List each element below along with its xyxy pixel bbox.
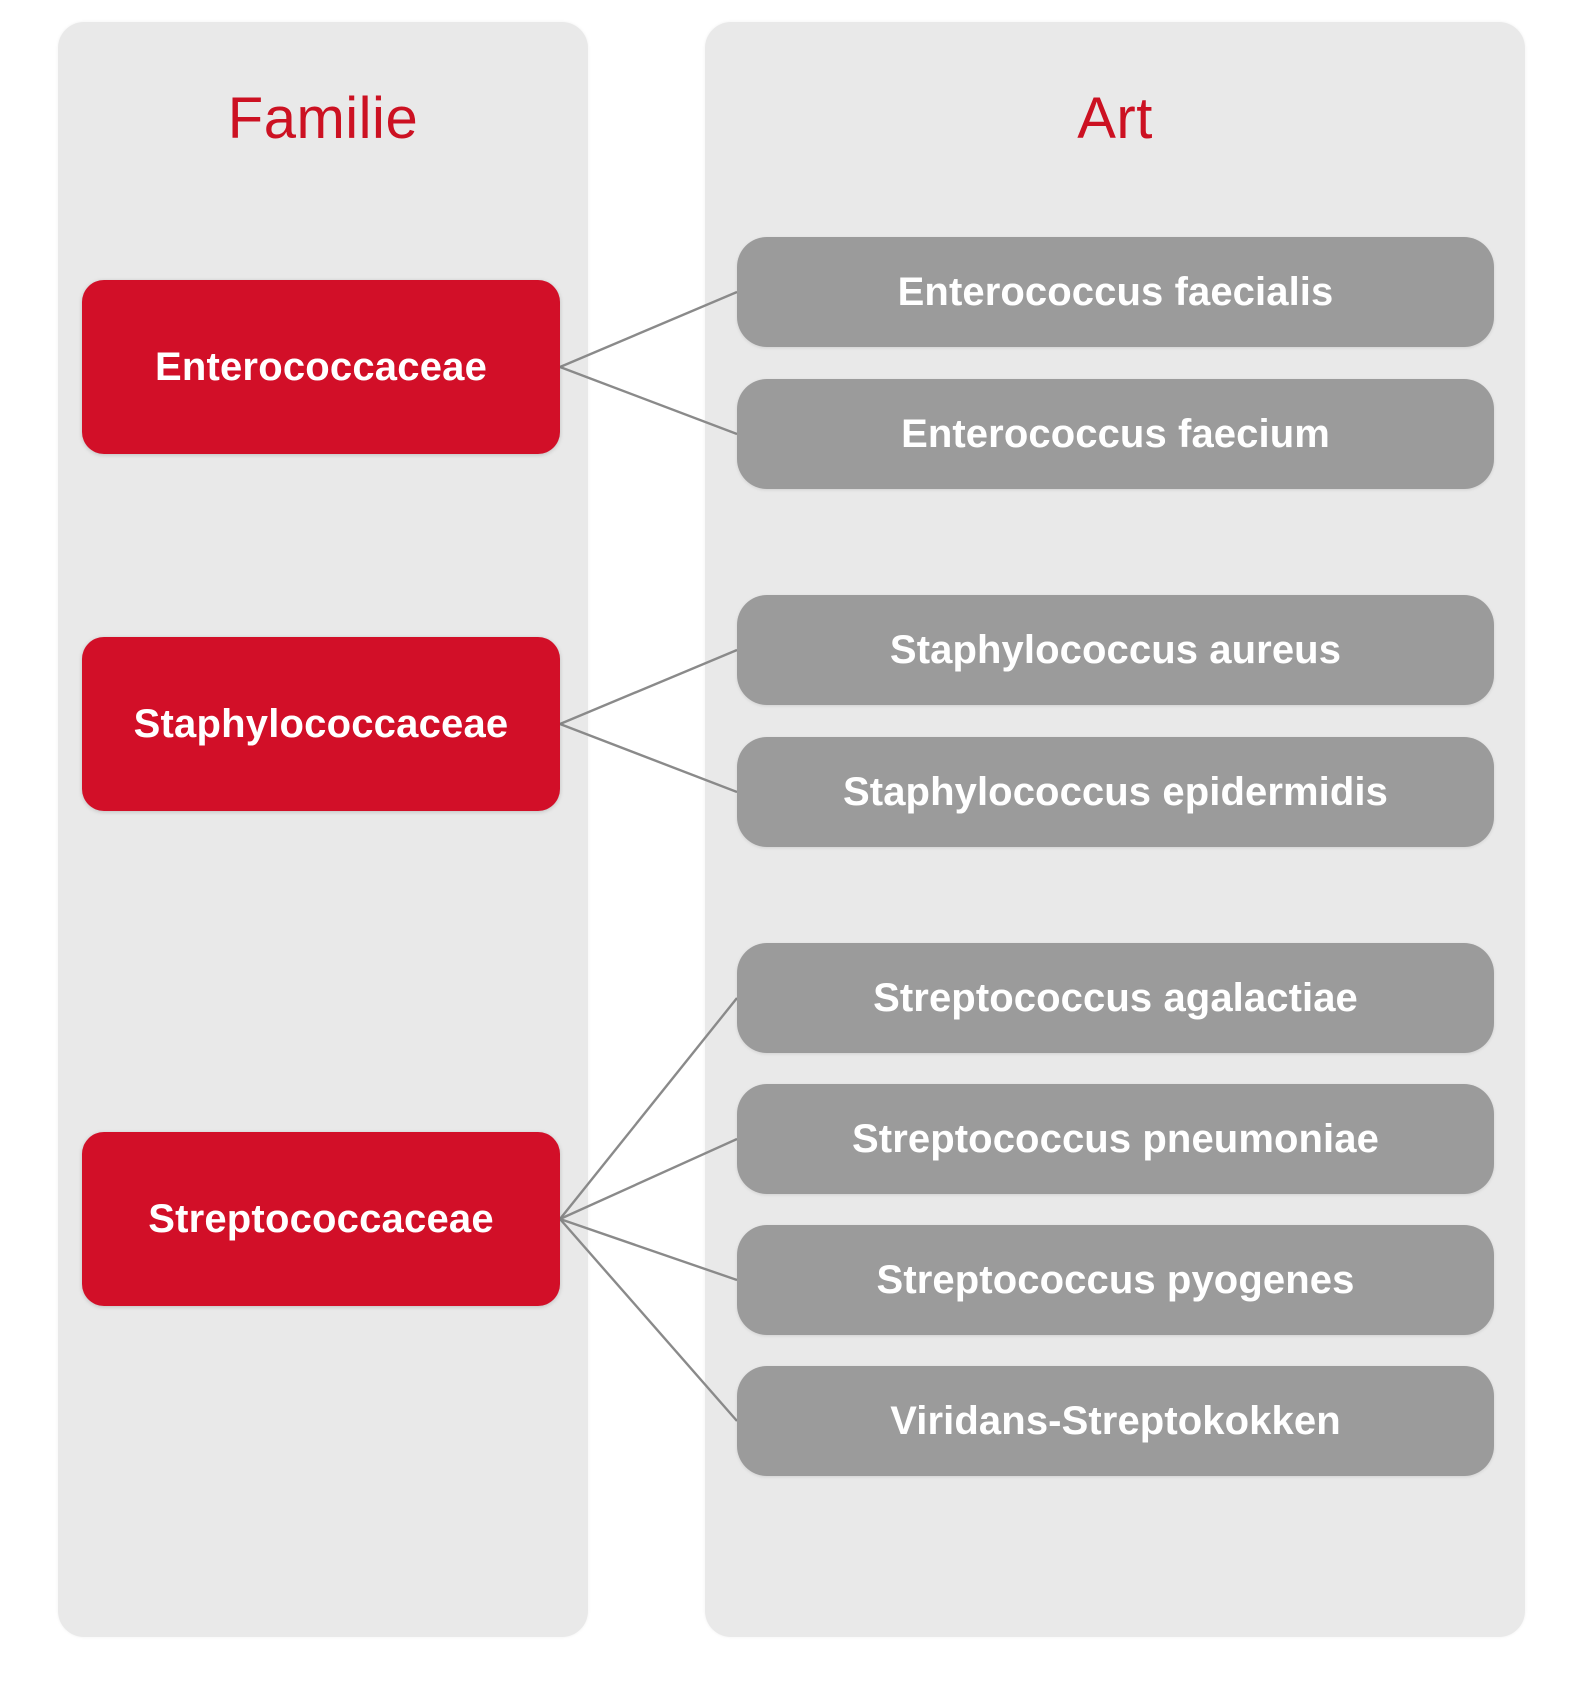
species-label: Enterococcus faecialis xyxy=(897,270,1334,314)
family-column-panel xyxy=(58,22,588,1637)
species-box[interactable] xyxy=(737,943,1494,1053)
family-box[interactable] xyxy=(82,637,560,811)
species-label: Streptococcus agalactiae xyxy=(873,976,1358,1020)
species-label: Staphylococcus aureus xyxy=(889,628,1342,672)
family-label: Streptococcaceae xyxy=(148,1197,494,1241)
species-box[interactable] xyxy=(737,1225,1494,1335)
species-label: Viridans-Streptokokken xyxy=(890,1399,1341,1443)
family-label: Staphylococcaceae xyxy=(133,702,509,746)
species-column-header: Art xyxy=(1077,86,1153,151)
species-label: Streptococcus pneumoniae xyxy=(852,1117,1379,1161)
species-label: Streptococcus pyogenes xyxy=(876,1258,1355,1302)
family-label: Enterococcaceae xyxy=(154,345,488,389)
family-column-header: Familie xyxy=(227,86,419,151)
species-box[interactable] xyxy=(737,737,1494,847)
species-box[interactable] xyxy=(737,1366,1494,1476)
species-box[interactable] xyxy=(737,1084,1494,1194)
species-box[interactable] xyxy=(737,237,1494,347)
species-label: Staphylococcus epidermidis xyxy=(843,770,1388,814)
species-box[interactable] xyxy=(737,595,1494,705)
species-label: Enterococcus faecium xyxy=(901,412,1330,456)
species-box[interactable] xyxy=(737,379,1494,489)
family-box[interactable] xyxy=(82,1132,560,1306)
family-box[interactable] xyxy=(82,280,560,454)
